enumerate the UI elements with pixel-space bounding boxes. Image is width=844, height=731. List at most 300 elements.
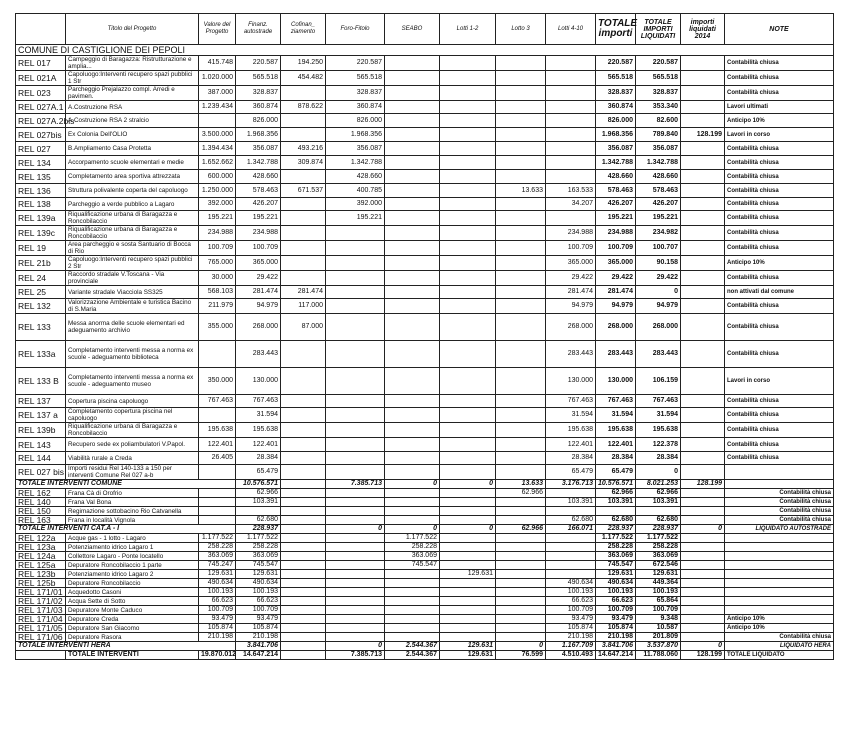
- project-description: Copertura piscina capoluogo: [66, 395, 199, 408]
- liquidati-cell: 9.348: [636, 615, 681, 624]
- totale-cell: 767.463: [596, 395, 636, 408]
- project-code: REL 124a: [16, 552, 66, 561]
- fondi-cell: 195.221: [326, 211, 385, 226]
- totale-cell: 100.193: [596, 588, 636, 597]
- valore-cell: [199, 516, 236, 525]
- lotto3-cell: [496, 211, 546, 226]
- project-description: Riqualificazione urbana di Baragazza e Roncobilaccio: [66, 226, 199, 241]
- note-cell: Contabilità chiusa: [725, 423, 834, 438]
- lotti410-cell: 130.000: [546, 368, 596, 395]
- note-cell: Contabilità chiusa: [725, 395, 834, 408]
- total-note: LIQUIDATO AUTOSTRADE: [725, 525, 834, 534]
- project-description: Depuratore Creda: [66, 615, 199, 624]
- section-title: COMUNE DI CASTIGLIONE DEI PEPOLI: [16, 45, 834, 56]
- note-cell: Anticipo 10%: [725, 256, 834, 271]
- cofinanziamento-cell: 671.537: [281, 184, 326, 198]
- lotti12-cell: [440, 71, 496, 86]
- cofinanziamento-cell: [281, 241, 326, 256]
- lotti12-cell: [440, 452, 496, 465]
- finanz-cell: 360.874: [236, 101, 281, 114]
- project-row: [16, 633, 834, 642]
- lotti410-cell: [546, 561, 596, 570]
- lotto3-cell: [496, 299, 546, 314]
- fondi-cell: 392.000: [326, 198, 385, 211]
- project-code: REL 132: [16, 299, 66, 314]
- valore-cell: 490.634: [199, 579, 236, 588]
- totale-cell: 356.087: [596, 142, 636, 156]
- fondi-cell: 220.587: [326, 56, 385, 71]
- project-code: REL 21b: [16, 256, 66, 271]
- seabo-cell: [385, 341, 440, 368]
- fondi-cell: 1.968.356: [326, 128, 385, 142]
- note-cell: [725, 579, 834, 588]
- lotti12-cell: [440, 438, 496, 452]
- fondi-cell: [326, 395, 385, 408]
- totale-cell: 578.463: [596, 184, 636, 198]
- totale-cell: 31.594: [596, 408, 636, 423]
- spreadsheet-page: [15, 13, 834, 660]
- finanz-cell: 565.518: [236, 71, 281, 86]
- cofinanziamento-cell: [281, 534, 326, 543]
- fondi-cell: [326, 516, 385, 525]
- project-description: Frana Val Bona: [66, 498, 199, 507]
- project-description: Viabilità rurale a Creda: [66, 452, 199, 465]
- note-cell: Contabilità chiusa: [725, 341, 834, 368]
- project-code: REL 136: [16, 184, 66, 198]
- totale-cell: 281.474: [596, 286, 636, 299]
- total-cata-row: [16, 525, 834, 534]
- lotti410-cell: 93.479: [546, 615, 596, 624]
- project-code: REL 144: [16, 452, 66, 465]
- fondi-cell: [326, 597, 385, 606]
- project-description: A.Costruzione RSA 2 stralcio: [66, 114, 199, 128]
- seabo-cell: [385, 142, 440, 156]
- liquidati-cell: 1.342.788: [636, 156, 681, 170]
- cofinanziamento-cell: [281, 198, 326, 211]
- totale-cell: 103.391: [596, 498, 636, 507]
- lotti12-cell: [440, 395, 496, 408]
- project-row: [16, 271, 834, 286]
- valore-cell: 745.247: [199, 561, 236, 570]
- finanz-cell: 94.979: [236, 299, 281, 314]
- liquidati-2014-cell: [681, 170, 725, 184]
- finanz-cell: [236, 507, 281, 516]
- note-cell: [725, 534, 834, 543]
- cofinanziamento-cell: [281, 588, 326, 597]
- note-cell: Lavori in corso: [725, 368, 834, 395]
- fondi-cell: [326, 624, 385, 633]
- liquidati-2014-cell: [681, 184, 725, 198]
- lotto3-cell: [496, 534, 546, 543]
- note-cell: Contabilità chiusa: [725, 452, 834, 465]
- project-row: [16, 570, 834, 579]
- seabo-cell: [385, 465, 440, 480]
- project-description: Variante stradale Viacciola SS325: [66, 286, 199, 299]
- project-code: REL 163: [16, 516, 66, 525]
- seabo-cell: 745.547: [385, 561, 440, 570]
- grand-total-finanz: 14.647.214: [236, 651, 281, 660]
- valore-cell: 1.394.434: [199, 142, 236, 156]
- lotto3-cell: [496, 543, 546, 552]
- liquidati-2014-cell: [681, 624, 725, 633]
- seabo-cell: [385, 314, 440, 341]
- total-seabo: 0: [385, 525, 440, 534]
- project-code: REL 125a: [16, 561, 66, 570]
- finanz-cell: 130.000: [236, 368, 281, 395]
- total-totale: 3.841.706: [596, 642, 636, 651]
- fondi-cell: [326, 341, 385, 368]
- totale-cell: 94.979: [596, 299, 636, 314]
- lotti12-cell: [440, 615, 496, 624]
- grand-total-seabo: 2.544.367: [385, 651, 440, 660]
- total-lotti410: 166.071: [546, 525, 596, 534]
- liquidati-2014-cell: [681, 198, 725, 211]
- seabo-cell: [385, 286, 440, 299]
- project-description: Raccordo stradale V.Toscana - Via provinciale: [66, 271, 199, 286]
- fondi-cell: [326, 507, 385, 516]
- header-note: NOTE: [725, 14, 834, 45]
- liquidati-2014-cell: [681, 341, 725, 368]
- project-code: REL 139c: [16, 226, 66, 241]
- valore-cell: [199, 489, 236, 498]
- project-description: Completamento interventi messa a norma ex scuole - adeguamento museo: [66, 368, 199, 395]
- cofinanziamento-cell: [281, 615, 326, 624]
- liquidati-2014-cell: [681, 606, 725, 615]
- project-code: REL 123b: [16, 570, 66, 579]
- liquidati-2014-cell: [681, 142, 725, 156]
- totale-cell: 490.634: [596, 579, 636, 588]
- project-code: REL 139b: [16, 423, 66, 438]
- fondi-cell: [326, 314, 385, 341]
- finanz-cell: 29.422: [236, 271, 281, 286]
- fondi-cell: [326, 465, 385, 480]
- finanz-cell: 105.874: [236, 624, 281, 633]
- totale-cell: 66.623: [596, 597, 636, 606]
- header-liquidati: TOTALE IMPORTI LIQUIDATI: [636, 14, 681, 45]
- total-totale: 10.576.571: [596, 480, 636, 489]
- liquidati-cell: 122.378: [636, 438, 681, 452]
- seabo-cell: [385, 507, 440, 516]
- lotti410-cell: 100.193: [546, 588, 596, 597]
- note-cell: Contabilità chiusa: [725, 211, 834, 226]
- project-code: REL 027bis: [16, 128, 66, 142]
- lotti12-cell: [440, 498, 496, 507]
- liquidati-cell: 449.364: [636, 579, 681, 588]
- finanz-cell: 258.228: [236, 543, 281, 552]
- liquidati-cell: 767.463: [636, 395, 681, 408]
- fondi-cell: [326, 588, 385, 597]
- lotto3-cell: [496, 465, 546, 480]
- project-code: REL 140: [16, 498, 66, 507]
- lotti410-cell: 195.638: [546, 423, 596, 438]
- valore-cell: 100.709: [199, 241, 236, 256]
- project-description: Messa anorma delle scuole elementari ed adeguamento archivio: [66, 314, 199, 341]
- finanz-cell: 578.463: [236, 184, 281, 198]
- seabo-cell: 1.177.522: [385, 534, 440, 543]
- cofinanziamento-cell: [281, 256, 326, 271]
- project-code: REL 150: [16, 507, 66, 516]
- lotti410-cell: [546, 507, 596, 516]
- totale-cell: 220.587: [596, 56, 636, 71]
- project-row: [16, 579, 834, 588]
- note-cell: [725, 597, 834, 606]
- cofinanziamento-cell: [281, 561, 326, 570]
- lotti12-cell: [440, 271, 496, 286]
- project-code: REL 027A.2bis: [16, 114, 66, 128]
- finanz-cell: 365.000: [236, 256, 281, 271]
- grand-total-lotto3: 76.599: [496, 651, 546, 660]
- liquidati-cell: 426.207: [636, 198, 681, 211]
- fondi-cell: [326, 271, 385, 286]
- lotti12-cell: [440, 184, 496, 198]
- lotti12-cell: [440, 606, 496, 615]
- fondi-cell: 400.785: [326, 184, 385, 198]
- seabo-cell: [385, 368, 440, 395]
- lotti12-cell: [440, 423, 496, 438]
- valore-cell: 211.979: [199, 299, 236, 314]
- liquidati-2014-cell: [681, 465, 725, 480]
- finanz-cell: 268.000: [236, 314, 281, 341]
- lotto3-cell: [496, 368, 546, 395]
- header-seabo: SEABO: [385, 14, 440, 45]
- projects-table: [15, 13, 834, 660]
- note-cell: Contabilità chiusa: [725, 516, 834, 525]
- liquidati-cell: 28.384: [636, 452, 681, 465]
- project-description: Frana Cà di Orofrio: [66, 489, 199, 498]
- total-seabo: 2.544.367: [385, 642, 440, 651]
- totale-cell: 258.228: [596, 543, 636, 552]
- lotto3-cell: 62.966: [496, 489, 546, 498]
- finanz-cell: 490.634: [236, 579, 281, 588]
- project-description: Importi residui Rel 140-133 a 150 per interventi Comune Rel 027 a-b: [66, 465, 199, 480]
- valore-cell: 93.479: [199, 615, 236, 624]
- totale-cell: 105.874: [596, 624, 636, 633]
- lotto3-cell: [496, 570, 546, 579]
- lotti410-cell: [546, 570, 596, 579]
- project-row: [16, 101, 834, 114]
- finanz-cell: 356.087: [236, 142, 281, 156]
- note-cell: Contabilità chiusa: [725, 198, 834, 211]
- liquidati-2014-cell: [681, 597, 725, 606]
- total-lotti12: 0: [440, 480, 496, 489]
- seabo-cell: [385, 241, 440, 256]
- lotto3-cell: 13.633: [496, 184, 546, 198]
- finanz-cell: 1.968.356: [236, 128, 281, 142]
- totale-cell: 268.000: [596, 314, 636, 341]
- project-code: REL 171/06: [16, 633, 66, 642]
- note-cell: Contabilità chiusa: [725, 241, 834, 256]
- totale-cell: 365.000: [596, 256, 636, 271]
- fondi-cell: [326, 256, 385, 271]
- totale-cell: 100.709: [596, 241, 636, 256]
- liquidati-cell: 353.340: [636, 101, 681, 114]
- project-code: REL 021A: [16, 71, 66, 86]
- note-cell: non attivati dal comune: [725, 286, 834, 299]
- cofinanziamento-cell: 493.216: [281, 142, 326, 156]
- project-code: REL 25: [16, 286, 66, 299]
- project-row: [16, 423, 834, 438]
- project-code: REL 171/05: [16, 624, 66, 633]
- note-cell: Contabilità chiusa: [725, 438, 834, 452]
- lotti410-cell: 62.680: [546, 516, 596, 525]
- valore-cell: 355.000: [199, 314, 236, 341]
- project-description: Acqua Sette di Sotto: [66, 597, 199, 606]
- liquidati-cell: 103.391: [636, 498, 681, 507]
- lotti410-cell: 34.207: [546, 198, 596, 211]
- project-description: A.Costruzione RSA: [66, 101, 199, 114]
- valore-cell: 1.177.522: [199, 534, 236, 543]
- valore-cell: 129.631: [199, 570, 236, 579]
- lotto3-cell: [496, 516, 546, 525]
- project-code: REL 139a: [16, 211, 66, 226]
- valore-cell: [199, 465, 236, 480]
- valore-cell: 568.103: [199, 286, 236, 299]
- lotti410-cell: [546, 56, 596, 71]
- total-liquidati: 228.937: [636, 525, 681, 534]
- total-lotti410: 1.167.709: [546, 642, 596, 651]
- cofinanziamento-cell: [281, 624, 326, 633]
- finanz-cell: 328.837: [236, 86, 281, 101]
- finanz-cell: 100.709: [236, 241, 281, 256]
- project-row: [16, 368, 834, 395]
- grand-total-totale: 14.647.214: [596, 651, 636, 660]
- note-cell: Contabilità chiusa: [725, 314, 834, 341]
- seabo-cell: [385, 498, 440, 507]
- lotti410-cell: 100.709: [546, 241, 596, 256]
- totale-cell: 826.000: [596, 114, 636, 128]
- totale-cell: 745.547: [596, 561, 636, 570]
- project-row: [16, 597, 834, 606]
- liquidati-cell: 82.600: [636, 114, 681, 128]
- liquidati-cell: 1.177.522: [636, 534, 681, 543]
- grand-total-liquidati-2014: 128.199: [681, 651, 725, 660]
- project-row: [16, 507, 834, 516]
- seabo-cell: 258.228: [385, 543, 440, 552]
- fondi-cell: [326, 489, 385, 498]
- fondi-cell: 826.000: [326, 114, 385, 128]
- note-cell: [725, 465, 834, 480]
- lotto3-cell: [496, 71, 546, 86]
- note-cell: Contabilità chiusa: [725, 226, 834, 241]
- liquidati-cell: 90.158: [636, 256, 681, 271]
- total-cofin: [281, 642, 326, 651]
- lotto3-cell: [496, 86, 546, 101]
- project-description: Regimazione sottobacino Rio Catvanella: [66, 507, 199, 516]
- project-row: [16, 211, 834, 226]
- cofinanziamento-cell: 309.874: [281, 156, 326, 170]
- project-row: [16, 198, 834, 211]
- liquidati-2014-cell: [681, 71, 725, 86]
- finanz-cell: 100.709: [236, 606, 281, 615]
- section-title-row: [16, 45, 834, 56]
- note-cell: Contabilità chiusa: [725, 271, 834, 286]
- project-code: REL 023: [16, 86, 66, 101]
- lotti12-cell: [440, 198, 496, 211]
- liquidati-2014-cell: [681, 498, 725, 507]
- project-code: REL 162: [16, 489, 66, 498]
- totale-cell: 283.443: [596, 341, 636, 368]
- total-note: [725, 480, 834, 489]
- fondi-cell: [326, 615, 385, 624]
- fondi-cell: [326, 552, 385, 561]
- valore-cell: 26.405: [199, 452, 236, 465]
- cofinanziamento-cell: 87.000: [281, 314, 326, 341]
- liquidati-cell: 129.631: [636, 570, 681, 579]
- total-finanz: 3.841.706: [236, 642, 281, 651]
- fondi-cell: 356.087: [326, 142, 385, 156]
- total-label: TOTALE INTERVENTI HERA: [16, 642, 236, 651]
- totale-cell: 360.874: [596, 101, 636, 114]
- lotti12-cell: [440, 299, 496, 314]
- totale-cell: 195.221: [596, 211, 636, 226]
- project-row: [16, 452, 834, 465]
- liquidati-cell: 100.193: [636, 588, 681, 597]
- note-cell: Lavori in corso: [725, 128, 834, 142]
- project-code: REL 137 a: [16, 408, 66, 423]
- grand-total-lotti410: 4.510.493: [546, 651, 596, 660]
- note-cell: [725, 588, 834, 597]
- cofinanziamento-cell: [281, 341, 326, 368]
- lotti410-cell: 29.422: [546, 271, 596, 286]
- header-lotto3: Lotto 3: [496, 14, 546, 45]
- lotti410-cell: 100.709: [546, 606, 596, 615]
- liquidati-2014-cell: [681, 56, 725, 71]
- totale-cell: 100.709: [596, 606, 636, 615]
- total-seabo: 0: [385, 480, 440, 489]
- project-row: [16, 170, 834, 184]
- project-description: Riqualificazione urbana di Baragazza e Roncobilaccio: [66, 423, 199, 438]
- cofinanziamento-cell: 878.622: [281, 101, 326, 114]
- valore-cell: 30.000: [199, 271, 236, 286]
- liquidati-cell: 31.594: [636, 408, 681, 423]
- lotti12-cell: 129.631: [440, 570, 496, 579]
- lotti12-cell: [440, 507, 496, 516]
- seabo-cell: [385, 128, 440, 142]
- valore-cell: 100.193: [199, 588, 236, 597]
- project-row: [16, 498, 834, 507]
- project-description: Area parcheggio e sosta Santuario di Bocca di Rio: [66, 241, 199, 256]
- liquidati-cell: 100.709: [636, 606, 681, 615]
- totale-cell: 363.069: [596, 552, 636, 561]
- finanz-cell: 93.479: [236, 615, 281, 624]
- total-fondi: 0: [326, 525, 385, 534]
- seabo-cell: [385, 184, 440, 198]
- fondi-cell: [326, 579, 385, 588]
- project-row: [16, 615, 834, 624]
- project-code: REL 19: [16, 241, 66, 256]
- liquidati-2014-cell: [681, 543, 725, 552]
- project-description: Accorpamento scuole elementari e medie: [66, 156, 199, 170]
- total-cofin: [281, 480, 326, 489]
- total-lotto3: 0: [496, 642, 546, 651]
- project-code: REL 133: [16, 314, 66, 341]
- liquidati-2014-cell: [681, 101, 725, 114]
- project-description: B.Ampliamento Casa Protetta: [66, 142, 199, 156]
- finanz-cell: 428.660: [236, 170, 281, 184]
- lotto3-cell: [496, 142, 546, 156]
- project-row: [16, 588, 834, 597]
- project-code: REL 135: [16, 170, 66, 184]
- seabo-cell: [385, 170, 440, 184]
- liquidati-cell: 29.422: [636, 271, 681, 286]
- lotti12-cell: [440, 597, 496, 606]
- totale-cell: 62.966: [596, 489, 636, 498]
- seabo-cell: [385, 56, 440, 71]
- liquidati-cell: 100.707: [636, 241, 681, 256]
- project-description: Riqualificazione urbana di Baragazza e Roncobilaccio: [66, 211, 199, 226]
- cofinanziamento-cell: [281, 597, 326, 606]
- project-row: [16, 241, 834, 256]
